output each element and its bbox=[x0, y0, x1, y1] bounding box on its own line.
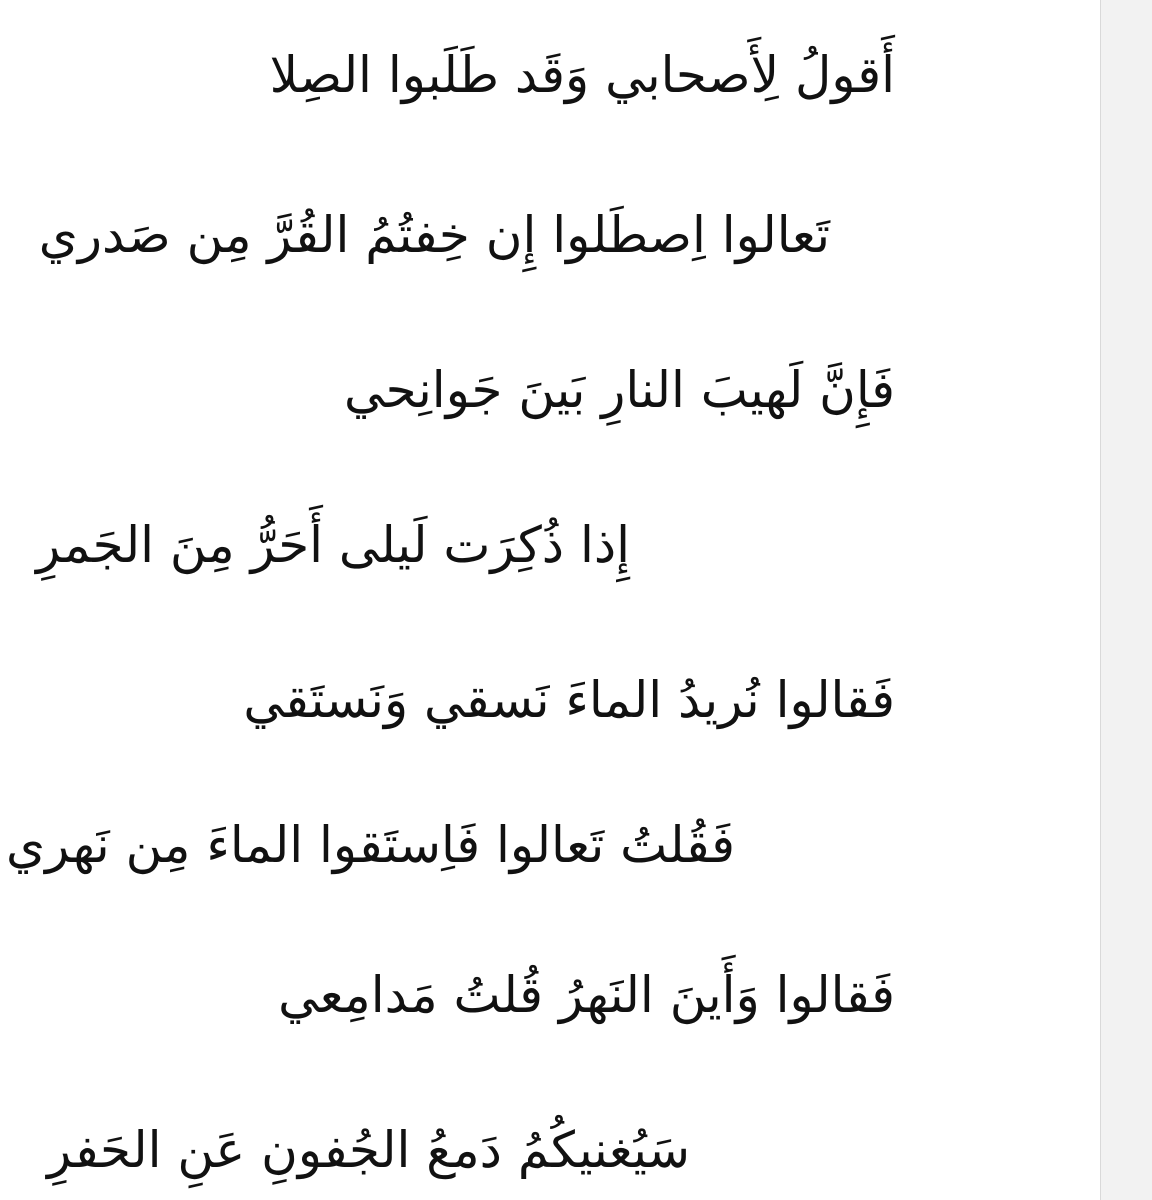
poem-verse-4: إِذا ذُكِرَت لَيلى أَحَرُّ مِنَ الجَمرِ bbox=[36, 516, 630, 574]
poem-verse-2: تَعالوا اِصطَلوا إِن خِفتُمُ القُرَّ مِن صَدري bbox=[38, 206, 830, 264]
poem-verse-3: فَإِنَّ لَهيبَ النارِ بَينَ جَوانِحي bbox=[343, 361, 895, 419]
poem-verse-6: فَقُلتُ تَعالوا فَاِستَقوا الماءَ مِن نَهري bbox=[6, 816, 735, 874]
poem-verse-5: فَقالوا نُريدُ الماءَ نَسقي وَنَستَقي bbox=[243, 671, 895, 729]
poem-verse-7: فَقالوا وَأَينَ النَهرُ قُلتُ مَدامِعي bbox=[278, 966, 895, 1024]
scrollbar-track[interactable] bbox=[1100, 0, 1152, 1200]
poem-verse-1: أَقولُ لِأَصحابي وَقَد طَلَبوا الصِلا bbox=[269, 46, 895, 104]
poem-verse-8: سَيُغنيكُمُ دَمعُ الجُفونِ عَنِ الحَفرِ bbox=[47, 1121, 690, 1179]
